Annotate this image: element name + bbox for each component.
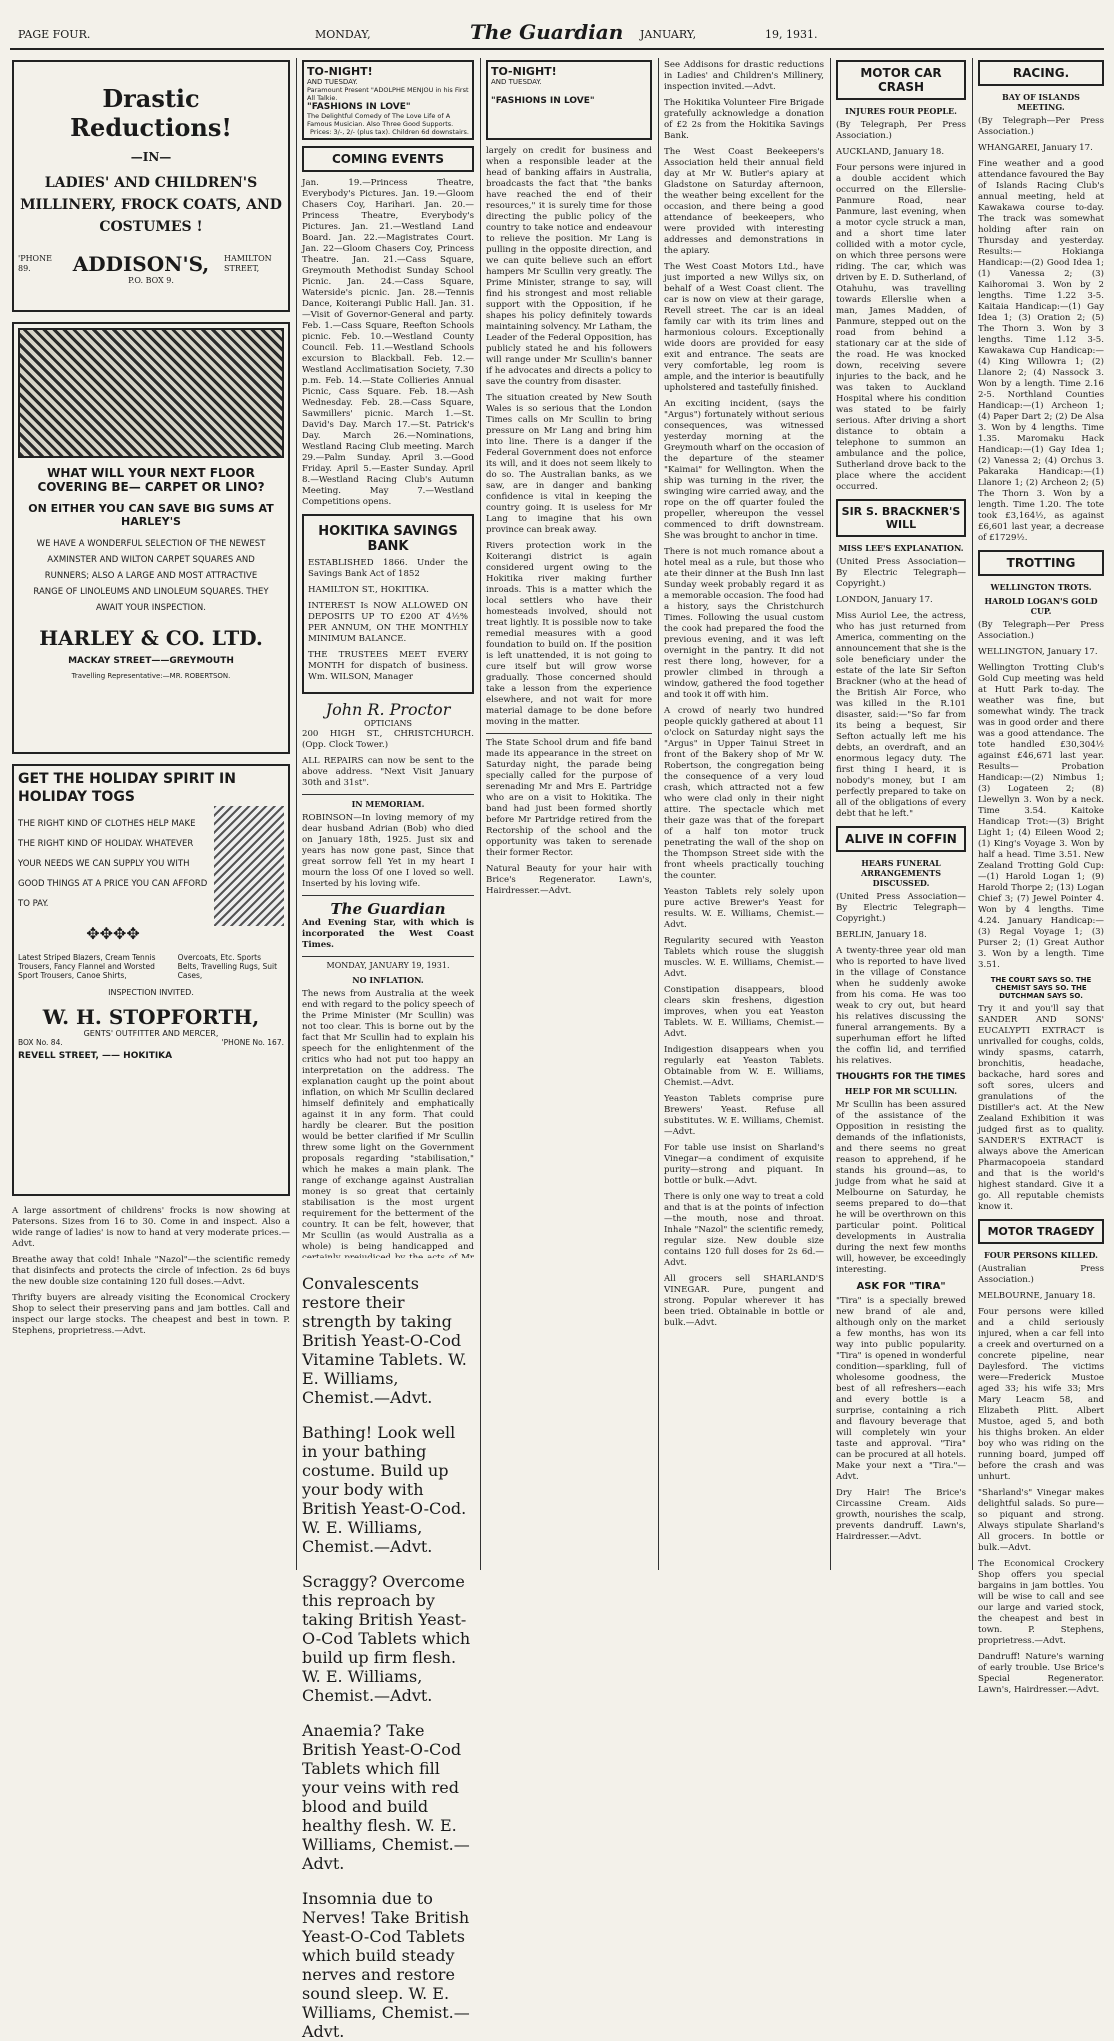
- coffin-heading: ALIVE IN COFFIN: [836, 826, 966, 852]
- masthead-day: MONDAY,: [315, 28, 371, 41]
- small-ad-crockery: Thrifty buyers are already visiting the Economical Crockery Shop to select their preserving pans and jam bottles. Call and inspect our large stocks. The cheapest and best in town. P. Stephens, proprietress.—Advt.: [12, 1293, 290, 1336]
- brackner-heading: SIR S. BRACKNER'S WILL: [836, 499, 966, 537]
- racing-heading: RACING.: [978, 60, 1104, 86]
- column-2: TO-NIGHT! AND TUESDAY. Paramount Present "ADOLPHE MENJOU in his First All Talkie. "FASHIONS IN LOVE" The Delightful Comedy of The Love Life of A Famous Musician. Also Three Good Supports. Prices: 3/-, 2/- (plus tax). Children 6d downstairs. COMING EVENTS Jan. 19.—Princess Theatre, Everybody's Pictures. Jan. 19.—Gloom Chasers Coy, Harihari. Jan. 20.—Princess Theatre, Everybody's Pictures. Jan. 21.—Westland Land Board. Jan. 22.—Magistrates Court. Jan. 22—Gloom Chasers Coy, Princess Theatre. Jan. 21.—Cass Square, Greymouth Methodist Sunday School Picnic. Jan. 24.—Cass Square, Waterside's picnic. Jan. 28.—Tennis Dance, Koiterangi Public Hall. Jan. 31.—Visit of Governor-General and party. Feb. 1.—Cass Square, Reefton Schools picnic. Feb. 10.—Westland County Council. Feb. 11.—Westland Schools excursion to Blackball. Feb. 12.—Westland Acclimatisation Society, 7.30 p.m. Feb. 14.—State Collieries Annual Picnic, Cass Square. Feb. 18.—Ash Wednesday. Feb. 28.—Cass Square, Sawmillers' picnic. March 1.—St. David's Day. March 17.—St. Patrick's Day. March 26.—Nominations, Westland Racing Club meeting. March 29.—Palm Sunday. April 3.—Good Friday. April 5.—Easter Sunday. April 8.—Westland Racing Club's Autumn Meeting. May 7.—Westland Competitions opens. HOKITIKA SAVINGS BANK ESTABLISHED 1866. Under the Savings Bank Act of 1852 HAMILTON ST., HOKITIKA. INTEREST Is NOW ALLOWED ON DEPOSITS UP TO £200 AT 4½% PER ANNUM, ON THE MONTHLY MINIMUM BALANCE. THE TRUSTEES MEET EVERY MONTH for dispatch of business. Wm. WILSON, Manager John R. Proctor OPTICIANS 200 HIGH ST., CHRISTCHURCH. (Opp. Clock Tower.) ALL REPAIRS can now be sent to the above address. "Next Visit January 30th and 31st". IN MEMORIAM. ROBINSON—In loving memory of my dear husband Adrian (Bob) who died on January 18th, 1925. Just six and years has now gone past, Since that great sorrow fell Yet in my heart I mourn the loss Of one I loved so well. Inserted by his loving wife. The Guardian And Evening Star, with which is incorporated the West Coast Times. MONDAY, JANUARY 19, 1931. NO INFLATION. The news from Australia at the week end with regard to the policy speech of the Prime Minister (Mr Scullin) was not too clear. This is borne out by the fact that Mr Scullin had to explain his speech for the enlightenment of the critics who had not put too happy an interpretation on the address. The explanation caught up the point about inflation, on which Mr Scullin declared himself definitely and emphatically against it in any form. That could hardly be clearer. But the position would be better clarified if Mr Scullin threw some light on the Government proposals regarding "stabilisation," which he makes a main plank. The range of exchange against Australian money is so great that certainly stabilisation is the most urgent requirement for the betterment of the country. It can be felt, however, that Mr Scullin (as would Australia as a whole) is being handicapped and: [302, 60, 474, 1568]
- motor-crash-heading: MOTOR CAR CRASH: [836, 60, 966, 100]
- thoughts-heading: THOUGHTS FOR THE TIMES: [836, 1072, 966, 1082]
- addisons-name: ADDISON'S,: [72, 252, 210, 276]
- column-5: MOTOR CAR CRASH INJURES FOUR PEOPLE. (By Telegraph, Per Press Association.) AUCKLAND, January 18. Four persons were injured in a double accident which occurred on the Ellerslie-Panmure Road, near Panmure, last evening, when a motor cycle struck a man, and a short time later collided with a motor cycle, on which three persons were riding. The car, which was driven by E. D. Sutherland, of Otahuhu, was travelling towards Ellerslie when a man, James Madden, of Panmure, stepped out on the road from behind a stationary car at the side of the road. He was knocked down, receiving severe injuries to the back, and he was taken to Auckland Hospital where his condition was stated to be fairly serious. After driving a short distance to obtain a telephone to summon an ambulance and the police, Sutherland drove back to the place where the accident occurred. SIR S. BRACKNER'S WILL MISS LEE'S EXPLANATION. (United Press Association—By Electric Telegraph—Copyright.) LONDON, January 17. Miss Auriol Lee, the actress, who has just returned from America, commenting on the announcement that she is the sole beneficiary under the estate of the late Sir Sefton Brackner (who at the head of the British Air Force, who was killed in the R.101 disaster, said:—"So far from its being a bequest, Sir Sefton actually left me his debts, an overdraft, and an enormous legacy duty. The first thing I heard, it is nobody's money, but I am perfectly prepared to take on all of the obligations of every debt that he left." ALIVE IN COFFIN HEARS FUNERAL ARRANGEMENTS DISCUSSED. (United Press Association—By Electric Telegraph—Copyright.) BERLIN, January 18. A twenty-three year old man who is reported to have lived in the village of Constance when he suddenly awoke from his coma. He was too weak to cry out, but heard his relatives discussing the funeral arrangements. By a superhuman effort he lifted the coffin lid, and terrified his relatives. THOUGHTS FOR THE TIMES HELP FOR MR SCULLIN. Mr Scullin has been assured of the assistance of the Opposition in resisting the demands of the inflationists, and there seems no great reason to apprehend, if he stands his ground—as, to judge from what he said at Melbourne on Saturday, he seems prepared to do—that he will be overthrown on this particular point. Political developments in Australia during the next few months will, however, be exceedingly interesting. ASK FOR "TIRA" "Tira" is a specially brewed new brand of ale and, although only on the market a few months, has won its way into public popularity. "Tira" is opened in wonderful condition—sparkling, full of wholesome goodness, the best of all refreshers—each and every bottle is a surprise, containing a rich and flavoury beverage that will completely win your taste and approval. "Tira" can be procured at all hotels. Make your next a "Tira."—Advt. Dry Hair! The Brice's Circassine Cream. Aids growth, nourishes the scalp, prevents dandruff. Lawn's, Hairdresser.—Advt.: [836, 60, 966, 1568]
- editorial-heading: NO INFLATION.: [352, 975, 424, 985]
- small-ad-nazol: Breathe away that cold! Inhale "Nazol"—the scientific remedy that disinfects and protects the circle of infection. 2s 6d buys the new double size containing 120 full doses.—Advt.: [12, 1255, 290, 1287]
- addisons-ad: Drastic Reductions! —IN— LADIES' AND CHILDREN'S MILLINERY, FROCK COATS, AND COSTUMES ! 'PHONE 89. ADDISON'S, HAMILTON STREET, P.O. BOX 9.: [12, 60, 290, 312]
- masthead-month: JANUARY,: [640, 28, 697, 41]
- cinema-ad: TO-NIGHT! AND TUESDAY. Paramount Present "ADOLPHE MENJOU in his First All Talkie. "FASHIONS IN LOVE" The Delightful Comedy of The Love Life of A Famous Musician. Also Three Good Supports. Prices: 3/-, 2/- (plus tax). Children 6d downstairs.: [302, 60, 474, 140]
- column-3: TO-NIGHT! AND TUESDAY. "FASHIONS IN LOVE" largely on credit for business and when a responsible leader at the head of banking affairs in Australia, broadcasts the fact that "the banks have reached the end of their resources," it is surely time for those directing the public policy of the country to take notice and endeavour to relieve the position. Mr Lang is pulling in the opposite direction, and we can quite believe such an effort hampers Mr Scullin very greatly. The Prime Minister, strange to say, will find his strongest and most reliable support with the Opposition, if he shapes his policy definitely towards maintaining solvency. Mr Latham, the Leader of the Federal Opposition, has publicly stated he and his followers will range under Mr Scullin's banner if he advocates and directs a policy to save the country from disaster. The situation created by New South Wales is so serious that the London Times calls on Mr Scullin to bring pressure on Mr Lang and bring him into line. There is a danger if the Federal Government does not enforce its will, and it does not seem likely to do so. The Australian banks, as we saw, are in danger and banking confidence is vital in keeping the country going. It is useless for Mr Lang to imagine that his own province can break away. Rivers protection work in the Koiterangi district is again considered urgent owing to the Hokitika river making further inroads. This is a matter which the local settlers who have their homesteads involved, should not treat lightly. It is possible now to take remedial measures with a good foundation to build on. If the position is left unattended, it is not going to cure itself but will grow worse gradually. Those concerned should take a lesson from the experience elsewhere, and not wait for more material damage to be done before moving in the matter. The State School drum and fife band made its appearance in the street on Saturday night, the parade being specially called for the purpose of serenading Mr and Mrs E. Partridge who are on a visit to Hokitika. The band had just been formed shortly before Mr Partridge retired from the Rectorship of the school and the opportunity was taken to serenade their former Rector. Natural Beauty for your hair with Brice's Regenerator. Lawn's, Hairdresser.—Advt.: [486, 60, 652, 1568]
- in-memoriam: ROBINSON—In loving memory of my dear husband Adrian (Bob) who died on January 18th, 1925. Just six and years has now gone past, Since that great sorrow fell Yet in my heart I mourn the loss Of one I loved so well. Inserted by his loving wife.: [302, 813, 474, 889]
- harleys-ad: WHAT WILL YOUR NEXT FLOOR COVERING BE— CARPET OR LINO? ON EITHER YOU CAN SAVE BIG SUMS AT HARLEY'S WE HAVE A WONDERFUL SELECTION OF THE NEWEST AXMINSTER AND WILTON CARPET SQUARES AND RUNNERS; ALSO A LARGE AND MOST ATTRACTIVE RANGE OF LINOLEUMS AND LINOLEUM SQUARES. THEY AWAIT YOUR INSPECTION. HARLEY & CO. LTD. MACKAY STREET——GREYMOUTH Travelling Representative:—MR. ROBERTSON.: [12, 322, 290, 754]
- column-1: [12, 60, 290, 1568]
- column-6: RACING. BAY OF ISLANDS MEETING. (By Telegraph—Per Press Association.) WHANGAREI, January 17. Fine weather and a good attendance favoured the Bay of Islands Racing Club's annual meeting, held at Kawakawa course to-day. The track was somewhat holding after rain on Thursday and yesterday. Results:— Hokianga Handicap:—(2) Good Idea 1; (1) Vanessa 2; (3) Kaihoromai 3. Won by 2 lengths. Time 1.22 3-5. Kaitaia Handicap:—(1) Gay Idea 1; (3) Oration 2; (5) The Thorn 3. Won by 3 lengths. Time 1.12 3-5. Kawakawa Cup Handicap:—(4) King Willowra 1; (2) Llanore 2; (4) Nassock 3. Won by a length. Time 2.16 2-5. Northland Counties Handicap:—(1) Archeon 1; (4) Paper Dart 2; (2) De Alsa 3. Won by 4 lengths. Time 1.35. Maromaku Hack Handicap:—(1) Gay Idea 1; (2) Vanessa 2; (4) Orchus 3. Pakaraka Handicap:—(1) Llanore 1; (2) Archeon 2; (5) The Thorn 3. Won by a length. Time 1.20. The tote took £3,164½, as against £6,601 last year, a decrease of £1729½. TROTTING WELLINGTON TROTS. HAROLD LOGAN'S GOLD CUP. (By Telegraph—Per Press Association.) WELLINGTON, January 17. Wellington Trotting Club's Gold Cup meeting was held at Hutt Park to-day. The weather was fine, but somewhat windy. The track was in good order and there was a good attendance. The tote handled £30,304½ against £46,671 last year. Results— Probation Handicap:—(2) Nimbus 1; (3) Logateen 2; (8) Llewellyn 3. Won by a neck. Time 3.54. Kaitoke Handicap Trot:—(3) Bright Light 1; (4) Eileen Wood 2; (1) King's Voyage 3. Won by half a head. Time 3.51. New Zealand Trotting Gold Cup:—(1) Harold Logan 1; (9) Harold Thorpe 2; (13) Logan Chief 3; (7) Jewel Pointer 4. Won by 4 lengths. Time 4.24. January Handicap:—(3) Regal Voyage 1; (3) Purser 2; (1) Great Author 3. Won by a length. Time 3.51. THE COURT SAYS SO. THE CHEMIST SAYS SO. THE DUTCHMAN SAYS SO. Try it and you'll say that SANDER AND SONS' EUCALYPTI EXTRACT is unrivalled for coughs, colds, windy spasms, catarrh, bronchitis, headache, backache, hard sores and soft sores, ulcers and granulations of the Distiller's act. At the New Zealand Exhibition it was judged first as to quality. SANDER'S EXTRACT is always above the American Pharmacopoeia standard and that is the world's highest standard. Give it a go. All reputable chemists know it. MOTOR TRAGEDY FOUR PERSONS KILLED. (Australian Press Association.) MELBOURNE, January 18. Four persons were killed and a child seriously injured, when a car fell into a creek and overturned on a concrete pipeline, near Daylesford. The victims were—Frederick Mustoe aged 33; his wife 33; Mrs Mary Leacm 58, and Elizabeth Plitt. Albert Mustoe, aged 5, and both his thighs broken. An elder boy who was riding on the running board, jumped off before the crash and was unhurt. "Sharland's" Vinegar makes delightful salads. So pure—so piquant and strong. Always stipulate Sharland's All grocers. In bottle or bulk.—Advt. The Economical Crockery Shop offers you special bargains in jam bottles. You will be wise to call and see our large and varied stock, the cheapest and best in town. P. Stephens, proprietress.—Advt. Dandruff! Nature's warning of early trouble. Use Brice's Special Regenerator. Lawn's, Hairdresser.—Advt.: [978, 60, 1104, 1568]
- carpet-illustration: [18, 328, 284, 458]
- proctor-logo: John R. Proctor: [325, 700, 451, 719]
- stopforth-name: W. H. STOPFORTH,: [42, 1005, 260, 1029]
- guardian-nameplate: The Guardian: [330, 900, 446, 918]
- savings-bank-ad: HOKITIKA SAVINGS BANK ESTABLISHED 1866. Under the Savings Bank Act of 1852 HAMILTON ST., HOKITIKA. INTEREST Is NOW ALLOWED ON DEPOSITS UP TO £200 AT 4½% PER ANNUM, ON THE MONTHLY MINIMUM BALANCE. THE TRUSTEES MEET EVERY MONTH for dispatch of business. Wm. WILSON, Manager: [302, 514, 474, 694]
- editorial-body: The news from Australia at the week end with regard to the policy speech of the Prime Minister (Mr Scullin) was not too clear. This is borne out by the fact that Mr Scullin had to explain his speech for the enlightenment of the critics who had not put too happy an interpretation on the address. The explanation caught up the point about inflation, on which Mr Scullin declared himself definitely and emphatically against it in any form. That could hardly be clearer. But the position would be better clarified if Mr Scullin threw some light on the Government proposals regarding "stabilisation," which he makes a main plank. The range of exchange against Australian money is so great that certainly stabilisation is the most urgent requirement for the betterment of the country. It can be felt, however, that Mr Scullin (as would Australia as a whole) is being handicapped and: [302, 989, 474, 1252]
- stopforth-ad: GET THE HOLIDAY SPIRIT IN HOLIDAY TOGS THE RIGHT KIND OF CLOTHES HELP MAKE THE RIGHT KIND OF HOLIDAY. WHATEVER YOUR NEEDS WE CAN SUPPLY YOU WITH GOOD THINGS AT A PRICE YOU CAN AFFORD TO PAY. ✥✥✥✥ Latest Striped Blazers, Cream Tennis Trousers, Fancy Flannel and Worsted Sport Trousers, Canoe Shirts, Overcoats, Etc. Sports Belts, Travelling Rugs, Suit Cases, INSPECTION INVITED. W. H. STOPFORTH, GENTS' OUTFITTER AND MERCER, BOX No. 84. 'PHONE No. 167. REVELL STREET, —— HOKITIKA: [12, 764, 290, 1196]
- coming-events-heading: COMING EVENTS: [302, 146, 474, 172]
- small-ad-frocks: A large assortment of childrens' frocks is now showing at Patersons. Sizes from 16 to 30. Come in and inspect. Also a wide range of ladies' is now to hand at very moderate prices.—Advt.: [12, 1206, 290, 1249]
- masthead: [0, 0, 1114, 44]
- editorial-dateline: MONDAY, JANUARY 19, 1931.: [326, 961, 450, 970]
- tennis-player-illustration: [214, 806, 284, 926]
- masthead-date: 19, 1931.: [765, 28, 818, 41]
- masthead-title: The Guardian: [470, 20, 624, 44]
- column-4: See Addisons for drastic reductions in Ladies' and Children's Millinery, inspection invited.—Advt. The Hokitika Volunteer Fire Brigade gratefully acknowledge a donation of £2 2s from the Hokitika Savings Bank. The West Coast Beekeepers's Association held their annual field day at Mr W. Butler's apiary at Gladstone on Saturday afternoon, the weather being excellent for the occasion, and there being a good attendance of beekeepers, who were provided with interesting addresses and demonstrations in the apiary. The West Coast Motors Ltd., have just imported a new Willys six, on behalf of a West Coast client. The car is now on view at their garage, Revell street. The car is an ideal family car with its trim lines and harmonious colours. Exceptionally wide doors are provided for easy exit and entrance. The seats are very comfortable, leg room is ample, and the interior is beautifully upholstered and tastefully finished. An exciting incident, (says the "Argus") fortunately without serious consequences, was witnessed yesterday morning at the Greymouth wharf on the occasion of the departure of the steamer "Kaimai" for Wellington. When the ship was turning in the river, the swinging wire carried away, and the rope on the off quarter fouled the propeller, whereupon the vessel commenced to drift downstream. She was brought to anchor in time. There is not much romance about a hotel meal as a rule, but those who ate their dinner at the Bush Inn last Sunday week probably regard it as a memorable occasion. The food had a history, says the Christchurch Times. Following the usual custom the cook had prepared the food the previous evening, and it was left overnight in the pantry. It did not rest there long, however, for a prowler climbed in through a window, gathered the food together and took it off with him. A crowd of nearly two hundred people quickly gathered at about 11 o'clock on Saturday night says the "Argus" in Upper Tainui Street in front of the Bakery shop of Mr W. Robertson, the congregation being the consequence of a very loud crash, which attracted not a few who were clad only in their night attire. The spectacle which met their gaze was that of the forepart of a half ton motor truck penetrating the wall of the shop on the Thompson Street side with the front wheels practically touching the counter. Yeaston Tablets rely solely upon pure active Brewer's Yeast for results. W. E. Williams, Chemist.—Advt. Regularity secured with Yeaston Tablets which rouse the sluggish muscles. W. E. Williams, Chemist.—Advt. Constipation disappears, blood clears skin freshens, digestion improves, when you eat Yeaston Tablets. W. E. Williams, Chemist.—Advt. Indigestion disappears when you regularly eat Yeaston Tablets. Obtainable from W. E. Williams, Chemist.—Advt. Yeaston Tablets comprise pure Brewers' Yeast. Refuse all substitutes. W. E. Williams, Chemist.—Advt. For table use insist on Sharland's Vinegar—a condiment of exquisite purity—strong and piquant. In bottle or bulk.—Advt. There is only one way to treat a cold and that is at the points of infection—the mouth, nose and throat. Inhale "Nazol" the scientific remedy, regular size. New double size contains 120 full doses for 2s 6d.—Advt. All grocers sell SHARLAND'S VINEGAR. Pure, pungent and strong. Popular wherever it has been tried. Obtainable in bottle or bulk.—Advt.: [664, 60, 824, 1328]
- tira-heading: ASK FOR "TIRA": [856, 1281, 946, 1292]
- coming-events-list: Jan. 19.—Princess Theatre, Everybody's Pictures. Jan. 19.—Gloom Chasers Coy, Harihari. Jan. 20.—Princess Theatre, Everybody's Pictures. Jan. 21.—Westland Land Board. Jan. 22.—Magistrates Court. Jan. 22—Gloom Chasers Coy, Princess Theatre. Jan. 21.—Cass Square, Greymouth Methodist Sunday School Picnic. Jan. 24.—Cass Square, Waterside's picnic. Jan. 28.—Tennis Dance, Koiterangi Public Hall. Jan. 31.—Visit of Governor-General and party. Feb. 1.—Cass Square, Reefton Schools picnic. Feb. 10.—Westland County Council. Feb. 11.—Westland Schools excursion to Blackball. Feb. 12.—Westland Acclimatisation Society, 7.30 p.m. Feb. 14.—State Collieries Annual Picnic, Cass Square. Feb. 18.—Ash Wednesday. Feb. 28.—Cass Square, Sawmillers' picnic. March 1.—St. David's Day. March 17.—St. Patrick's Day. March 26.—Nominations, Westland Racing Club meeting. March 29.—Palm Sunday. April 3.—Good Friday. April 5.—Easter Sunday. April 8.—Westland Racing Club's Autumn Meeting. May 7.—Westland Competitions opens.: [302, 178, 474, 507]
- harleys-name: HARLEY & CO. LTD.: [39, 626, 263, 650]
- page-number: PAGE FOUR.: [18, 28, 91, 41]
- ad-headline: Drastic Reductions!: [70, 84, 232, 142]
- cinema-ad-2: TO-NIGHT! AND TUESDAY. "FASHIONS IN LOVE": [486, 60, 652, 140]
- trotting-heading: TROTTING: [978, 550, 1104, 576]
- motor-tragedy-heading: MOTOR TRAGEDY: [978, 1219, 1104, 1244]
- column-2-bottom: Convalescents restore their strength by taking British Yeast-O-Cod Vitamine Tablets. W. E. Williams, Chemist.—Advt. Bathing! Look well in your bathing costume. Build up your body with British Yeast-O-Cod. W. E. Williams, Chemist.—Advt. Scraggy? Overcome this reproach by taking British Yeast-O-Cod Tablets which build up firm flesh. W. E. Williams, Chemist.—Advt. Anaemia? Take British Yeast-O-Cod Tablets which fill your veins with red blood and build healthy flesh. W. E. Williams, Chemist.—Advt. Insomnia due to Nerves! Take British Yeast-O-Cod Tablets which build steady nerves and restore sound sleep. W. E. Williams, Chemist.—Advt.: [302, 1258, 474, 1568]
